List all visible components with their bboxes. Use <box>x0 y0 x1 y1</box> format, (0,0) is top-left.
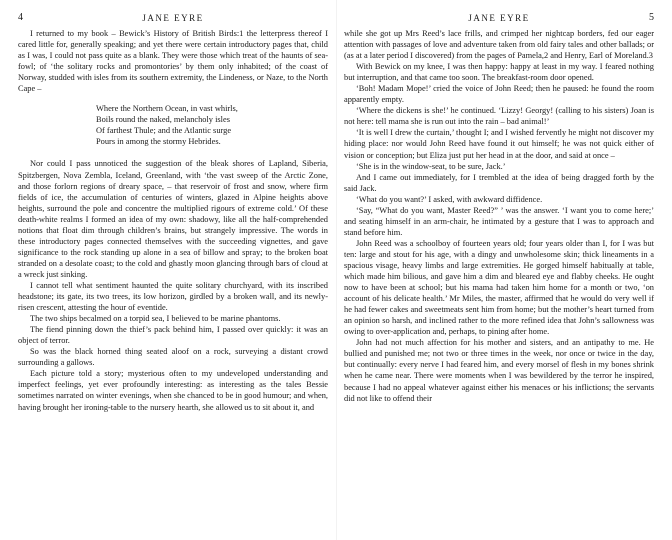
right-para-continued: while she got up Mrs Reed’s lace frills, and crimped her nightcap borders, fed our eager attention with passages of love and adventure taken from old fairy tales and other ballads; or (as at a later period I discovered) from the pages of Pamela,2 and Henry, Earl of Moreland.3 <box>344 29 655 61</box>
left-body <box>18 28 328 413</box>
verse-line: Where the Northern Ocean, in vast whirls, <box>96 104 238 114</box>
right-running-title: JANE EYRE <box>468 13 530 23</box>
left-paragraph: The fiend pinning down the thief’s pack behind him, I passed over quickly: it was an object of terror. <box>18 325 328 346</box>
verse-line: Boils round the naked, melancholy isles <box>96 115 230 125</box>
left-paragraph: Each picture told a story; mysterious often to my undeveloped understanding and imperfect feelings, yet ever profoundly interesting: as interesting as the tales Bessie sometimes narrated on winter evenings, when she chanced to be in good humour; and when, having brought her ironing-table to the nursery hearth, she allowed us to sit about it, and <box>18 369 328 412</box>
left-running-head <box>18 12 328 26</box>
right-page-number: 5 <box>649 12 654 23</box>
left-paragraph: I cannot tell what sentiment haunted the quite solitary churchyard, with its inscribed headstone; its gate, its two trees, its low horizon, girdled by a broken wall, and its newly-risen crescent, attesting the hour of eventide. <box>18 280 328 313</box>
right-paragraph: With Bewick on my knee, I was then happy: happy at least in my way. I feared nothing but interruption, and that came too soon. The breakfast-room door opened. <box>344 62 654 83</box>
right-paragraph: And I came out immediately, for I trembled at the idea of being dragged forth by the said Jack. <box>344 172 654 193</box>
right-paragraph: ‘What do you want?’ I asked, with awkward diffidence. <box>356 194 543 204</box>
gutter <box>336 0 337 540</box>
left-para-1: I returned to my book – Bewick’s History of British Birds:1 the letterpress thereof I cared little for, generally speaking; and yet there were certain introductory pages that, child as I was, I could not pass quite as a blank. They were those which treat of the haunts of sea-fowl; of ‘the solitary rocks and promontories’ by them only inhabited; of the coast of Norway, studded with isles from its southern extremity, the Lindeness, or Naze, to the North Cape – <box>18 29 328 94</box>
left-page <box>18 12 328 413</box>
left-paragraph: Nor could I pass unnoticed the suggestion of the bleak shores of Lapland, Siberia, Spitzbergen, Nova Zembla, Iceland, Greenland, with ‘the vast sweep of the Arctic Zone, and those forlorn regions of dreary space, – that reservoir of frost and snow, where firm fields of ice, the accumulation of centuries of winters, glazed in Alpine heights above heights, surround the pole and concentre the multiplied rigours of extreme cold.’ Of these death-white realms I formed an idea of my own: shadowy, like all the half-comprehended notions that float dim through children’s brains, but strangely impressive. The words in these introductory pages connected themselves with the succeeding vignettes, and gave significance to the rock standing up alone in a sea of billow and spray; to the broken boat stranded on a desolate coast; to the cold and ghastly moon glancing through bars of cloud at a wreck just sinking. <box>18 159 328 279</box>
right-page <box>344 12 654 404</box>
left-page-number: 4 <box>18 12 23 23</box>
right-running-head <box>344 12 654 26</box>
right-paragraph: ‘She is in the window-seat, to be sure, Jack.’ <box>356 161 506 171</box>
left-running-title: JANE EYRE <box>142 13 204 23</box>
right-paragraph: ‘Say, “What do you want, Master Reed?” ’ was the answer. ‘I want you to come here;’ and seating himself in an arm-chair, he intimated by a gesture that I was to approach and stand before him. <box>344 205 654 237</box>
right-paragraph: John Reed was a schoolboy of fourteen years old; four years older than I, for I was but ten: large and stout for his age, with a dingy and unwholesome skin; thick lineaments in a spacious visage, heavy limbs and large extremities. He gorged himself habitually at table, which made him bilious, and gave him a dim and bleared eye and flabby cheeks. He ought now to have been at school; but his mama had taken him home for a month or two, ‘on account of his delicate health.’ Mr Miles, the master, affirmed that he would do very well if he had fewer cakes and sweetmeats sent him from home; but the mother’s heart turned from an opinion so harsh, and inclined rather to the more refined idea that John’s sallowness was owing to over-application and, perhaps, to pining after home. <box>344 238 654 337</box>
right-body <box>344 28 654 404</box>
right-paragraph: John had not much affection for his mother and sisters, and an antipathy to me. He bullied and punished me; not two or three times in the week, nor once or twice in the day, but continually: every nerve I had feared him, and every morsel of flesh in my bones shrink when he came near. There were moments when I was bewildered by the terror he inspired, because I had no appeal whatever against either his menaces or his inflictions; the servants did not like to offend their <box>344 338 654 403</box>
right-paragraph: ‘It is well I drew the curtain,’ thought I; and I wished fervently he might not discover my hiding place: nor would John Reed have found it out himself; he was not quick either of vision or conception; but Eliza just put her head in at the door, and said at once – <box>344 128 654 160</box>
right-paragraph: ‘Where the dickens is she!’ he continued. ‘Lizzy! Georgy! (calling to his sisters) Joan is not here: tell mama she is run out into the rain – bad animal!’ <box>344 106 654 127</box>
verse-line: Pours in among the stormy Hebrides. <box>96 137 221 147</box>
right-paragraph: ‘Boh! Madam Mope!’ cried the voice of John Reed; then he paused: he found the room apparently empty. <box>344 84 654 105</box>
verse-quote <box>96 103 328 147</box>
left-paragraph: So was the black horned thing seated aloof on a rock, surveying a distant crowd surrounding a gallows. <box>18 347 328 368</box>
verse-line: Of farthest Thule; and the Atlantic surge <box>96 126 232 136</box>
left-paragraph: The two ships becalmed on a torpid sea, I believed to be marine phantoms. <box>30 314 281 324</box>
